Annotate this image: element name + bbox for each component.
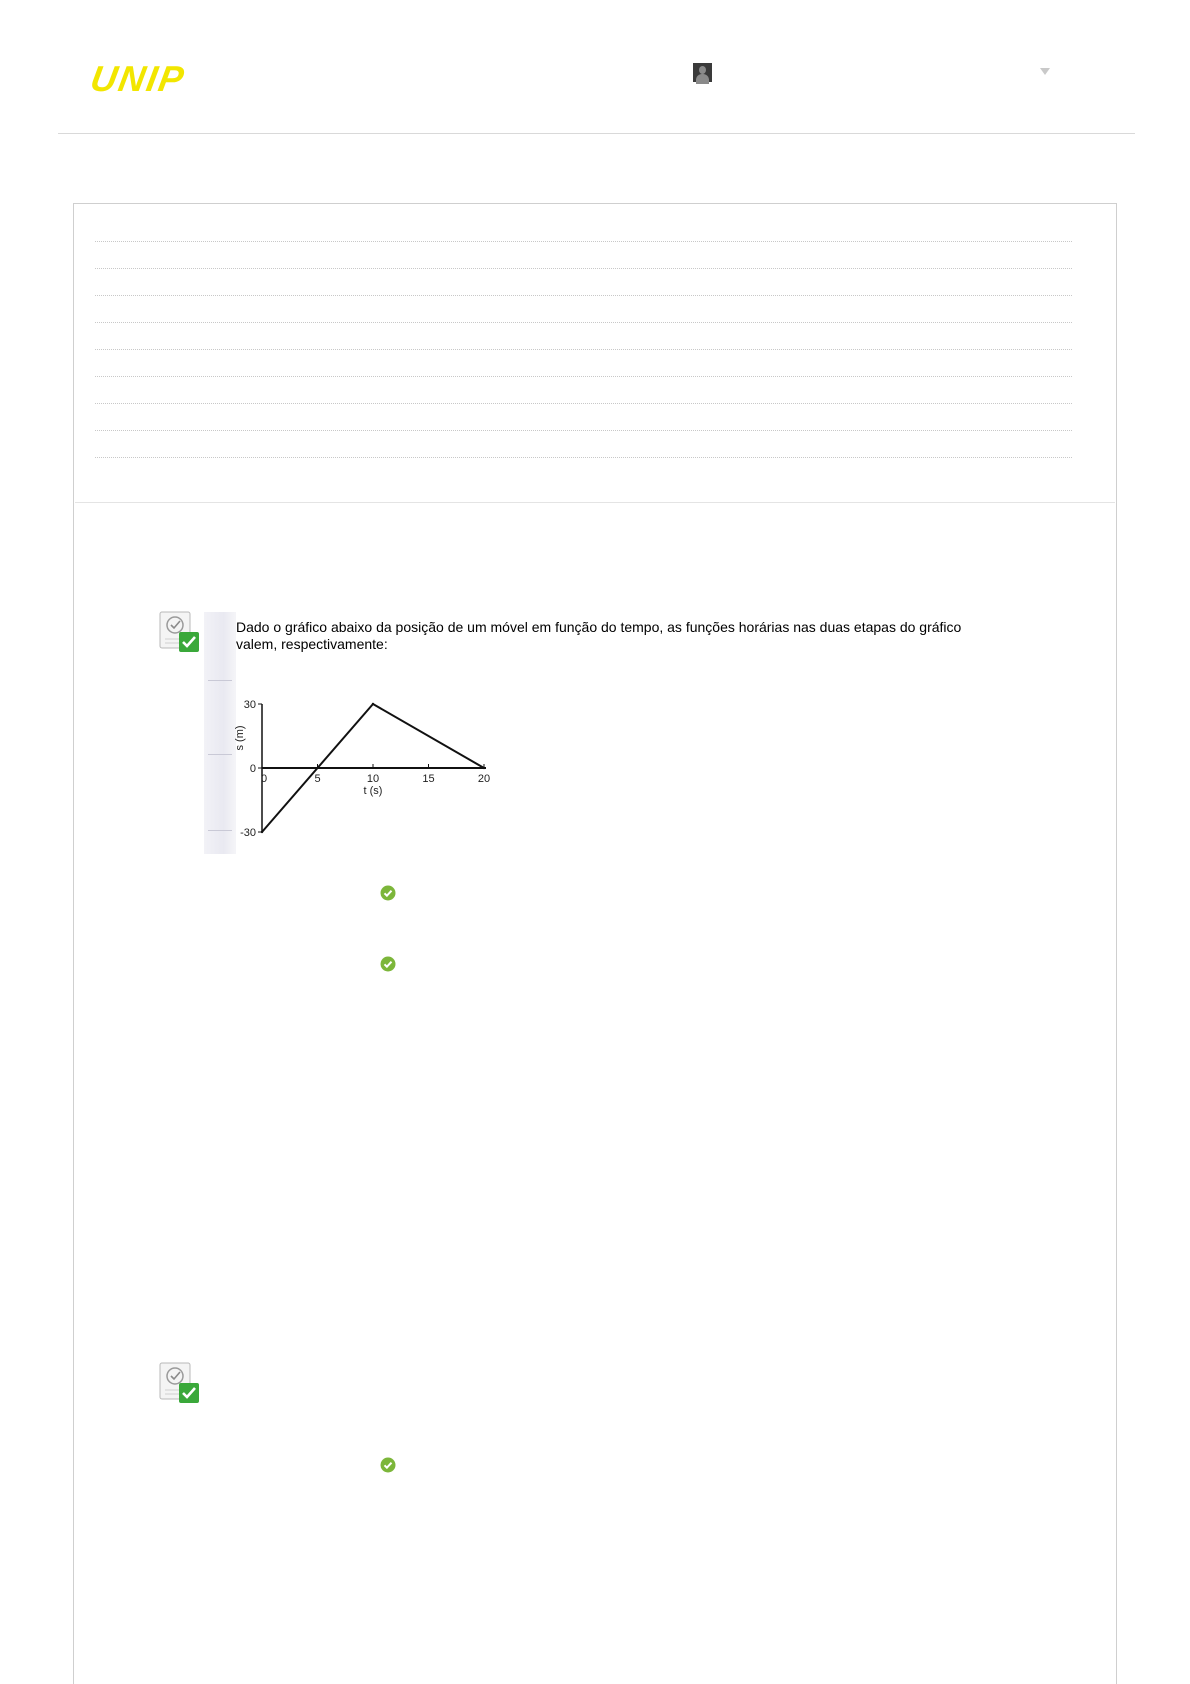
- graded-correct-icon: [158, 611, 200, 653]
- summary-row: [95, 295, 1072, 296]
- data-point: [483, 767, 485, 769]
- chevron-down-icon[interactable]: [1040, 68, 1050, 75]
- summary-row: [95, 349, 1072, 350]
- unip-logo[interactable]: [87, 58, 246, 99]
- y-tick-label: 0: [249, 763, 256, 775]
- summary-row: [95, 268, 1072, 269]
- graded-correct-icon: [158, 1362, 200, 1404]
- data-point: [372, 703, 374, 705]
- logo-text: UNIP: [87, 58, 189, 99]
- summary-row: [95, 241, 1072, 242]
- y-tick-label: -30: [240, 827, 256, 839]
- x-tick-label: 10: [366, 773, 380, 785]
- x-tick-label: 0: [260, 773, 268, 785]
- question-prompt: Dado o gráfico abaixo da posição de um móvel em função do tempo, as funções horárias nas duas etapas do gráfico valem, respectivamente:: [236, 619, 962, 652]
- x-tick-label: 15: [422, 773, 435, 785]
- position-time-chart: [236, 690, 500, 856]
- summary-row: [95, 376, 1072, 377]
- summary-row: [95, 457, 1072, 458]
- results-panel: [73, 203, 1117, 1684]
- question-figure-margin: [204, 612, 236, 854]
- user-avatar-icon[interactable]: [693, 63, 712, 82]
- x-tick-label: 5: [314, 773, 321, 785]
- x-axis-label: t (s): [363, 785, 383, 797]
- header-divider: [58, 133, 1135, 134]
- y-tick-label: 30: [243, 699, 256, 711]
- x-tick-label: 20: [477, 773, 491, 785]
- correct-check-icon: [380, 956, 396, 972]
- attempt-summary: [75, 204, 1115, 503]
- y-axis-label: s (m): [234, 725, 246, 751]
- correct-check-icon: [380, 1457, 396, 1473]
- top-header: [0, 0, 1190, 134]
- correct-check-icon: [380, 885, 396, 901]
- data-point: [261, 831, 263, 833]
- summary-row: [95, 430, 1072, 431]
- summary-row: [95, 322, 1072, 323]
- summary-row: [95, 403, 1072, 404]
